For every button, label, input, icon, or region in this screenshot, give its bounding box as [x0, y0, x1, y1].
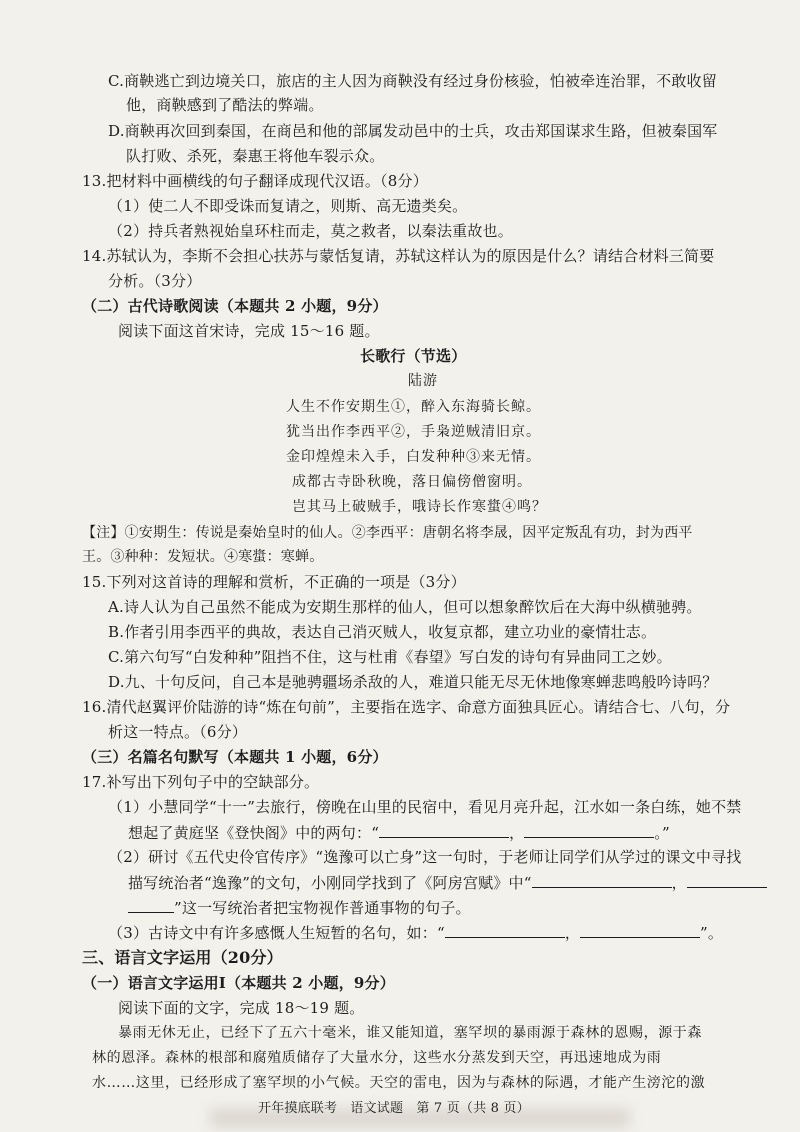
- mingju-section-heading: （三）名篇名句默写（本题共 1 小题，6分）: [82, 748, 388, 766]
- q17-item1-line2: [128, 821, 670, 844]
- q17-item2-line3: [128, 896, 471, 919]
- q15-option-a: A.诗人认为自己虽然不能成为安期生那样的仙人，但可以想象醉饮后在大海中纵横驰骋。: [108, 598, 702, 616]
- q17-item1-blank2[interactable]: [524, 821, 654, 838]
- part3-passage-line3: 水……这里，已经形成了塞罕坝的小气候。天空的雷电，因为与森林的际遇，才能产生滂沱的激: [92, 1075, 706, 1091]
- page-footer: 开年摸底联考 语文试题 第 7 页（共 8 页）: [258, 1101, 530, 1116]
- q17-item1-comma: ，: [509, 824, 525, 842]
- q12-option-d-line1: D.商鞅再次回到秦国，在商邑和他的部属发动邑中的士兵，攻击郑国谋求生路，但被秦国军: [108, 122, 718, 140]
- q12-option-d-line2: 队打败、杀死，秦惠王将他车裂示众。: [126, 147, 385, 165]
- q17-item3-blank2[interactable]: [580, 921, 700, 938]
- q17-item3-comma: ，: [564, 924, 581, 942]
- q13-stem: 13.把材料中画横线的句子翻译成现代汉语。（8分）: [82, 172, 428, 190]
- poem-line-5: 岂其马上破贼手，哦诗长作寒螀④鸣？: [292, 499, 547, 515]
- q17-item3-suffix: ”。: [700, 924, 724, 942]
- q17-item2-line1: （2）研讨《五代史伶官传序》“逸豫可以亡身”这一句时，于老师让同学们从学过的课文中寻找: [108, 848, 742, 866]
- q17-stem: 17.补写出下列句子中的空缺部分。: [82, 773, 320, 791]
- q13-item2: （2）持兵者熟视始皇环柱而走，莫之救者，以秦法重故也。: [108, 222, 513, 240]
- q17-item2-comma: ，: [671, 874, 687, 892]
- q17-item2-blank1[interactable]: [532, 871, 672, 888]
- poem-line-2: 犹当出作李西平②，手枭逆贼清旧京。: [286, 424, 541, 440]
- part3-intro: 阅读下面的文字，完成 18～19 题。: [118, 999, 365, 1017]
- q15-stem: 15.下列对这首诗的理解和赏析，不正确的一项是（3分）: [82, 573, 466, 591]
- q17-item3-prefix: （3）古诗文中有许多感慨人生短暂的名句，如：“: [108, 924, 445, 942]
- poem-note-line2: 王。③种种：发短状。④寒螀：寒蝉。: [82, 549, 324, 565]
- q17-item1-line1: （1）小慧同学“十一”去旅行，傍晚在山里的民宿中，看见月亮升起，江水如一条白练，她不禁: [108, 798, 742, 816]
- q17-item1-blank1[interactable]: [379, 821, 509, 838]
- q17-item2-line2: [128, 871, 767, 894]
- poem-title: 长歌行（节选）: [360, 347, 467, 365]
- q17-item2-blank2b[interactable]: [128, 896, 174, 913]
- poem-line-1: 人生不作安期生①，醉入东海骑长鲸。: [286, 399, 541, 415]
- part3-heading: 三、语言文字运用（20分）: [82, 948, 283, 967]
- poem-line-4: 成都古寺卧秋晚，落日偏傍僧窗明。: [292, 474, 532, 490]
- q14-line1: 14.苏轼认为，李斯不会担心扶苏与蒙恬复请，苏轼这样认为的原因是什么？请结合材料三简要: [82, 247, 715, 265]
- q12-option-c-line1: C.商鞅逃亡到边境关口，旅店的主人因为商鞅没有经过身份核验，怕被牵连治罪，不敢收留: [108, 72, 717, 90]
- q16-line2: 析这一特点。（6分）: [108, 723, 248, 741]
- q16-line1: 16.清代赵翼评价陆游的诗“炼在句前”，主要指在选字、命意方面独具匠心。请结合七、八句，分: [82, 698, 731, 716]
- poetry-intro: 阅读下面这首宋诗，完成 15～16 题。: [118, 322, 380, 340]
- q12-option-c-line2: 他，商鞅感到了酷法的弊端。: [126, 96, 324, 114]
- q15-option-d: D.九、十句反问，自己本是驰骋疆场杀敌的人，难道只能无尽无休地像寒蝉悲鸣般吟诗吗？: [108, 673, 718, 691]
- q17-item2-blank2a[interactable]: [687, 871, 767, 888]
- poetry-section-heading: （二）古代诗歌阅读（本题共 2 小题，9分）: [82, 297, 388, 315]
- q17-item1-suffix: 。”: [654, 824, 670, 842]
- q13-item1: （1）使二人不即受诛而复请之，则斯、高无遗类矣。: [108, 197, 468, 215]
- part3-sub-heading: （一）语言文字运用Ⅰ（本题共 2 小题，9分）: [82, 974, 395, 992]
- part3-passage-line1: 暴雨无休无止，已经下了五六十毫米，谁又能知道，塞罕坝的暴雨源于森林的恩赐，源于森: [118, 1025, 702, 1041]
- q17-item2-suffix: ”这一写统治者把宝物视作普通事物的句子。: [174, 899, 471, 917]
- q15-option-c: C.第六句写“白发种种”阻挡不住，这与杜甫《春望》写白发的诗句有异曲同工之妙。: [108, 648, 672, 666]
- poem-author: 陆游: [408, 373, 438, 389]
- poem-line-3: 金印煌煌未入手，白发种种③来无情。: [286, 449, 541, 465]
- poem-note-line1: 【注】①安期生：传说是秦始皇时的仙人。②李西平：唐朝名将李晟，因平定叛乱有功，封为西平: [82, 525, 693, 541]
- q17-item2-prefix: 描写统治者“逸豫”的文句，小刚同学找到了《阿房宫赋》中“: [128, 874, 532, 892]
- part3-passage-line2: 林的恩泽。森林的根部和腐殖质储存了大量水分，这些水分蒸发到天空，再迅速地成为雨: [92, 1050, 662, 1066]
- q17-item1-prefix: 想起了黄庭坚《登快阁》中的两句：“: [128, 824, 380, 842]
- q14-line2: 分析。（3分）: [108, 272, 202, 290]
- q17-item3-blank1[interactable]: [445, 921, 565, 938]
- q17-item3: [108, 921, 723, 944]
- q15-option-b: B.作者引用李西平的典故，表达自己消灭贼人，收复京都，建立功业的豪情壮志。: [108, 623, 657, 641]
